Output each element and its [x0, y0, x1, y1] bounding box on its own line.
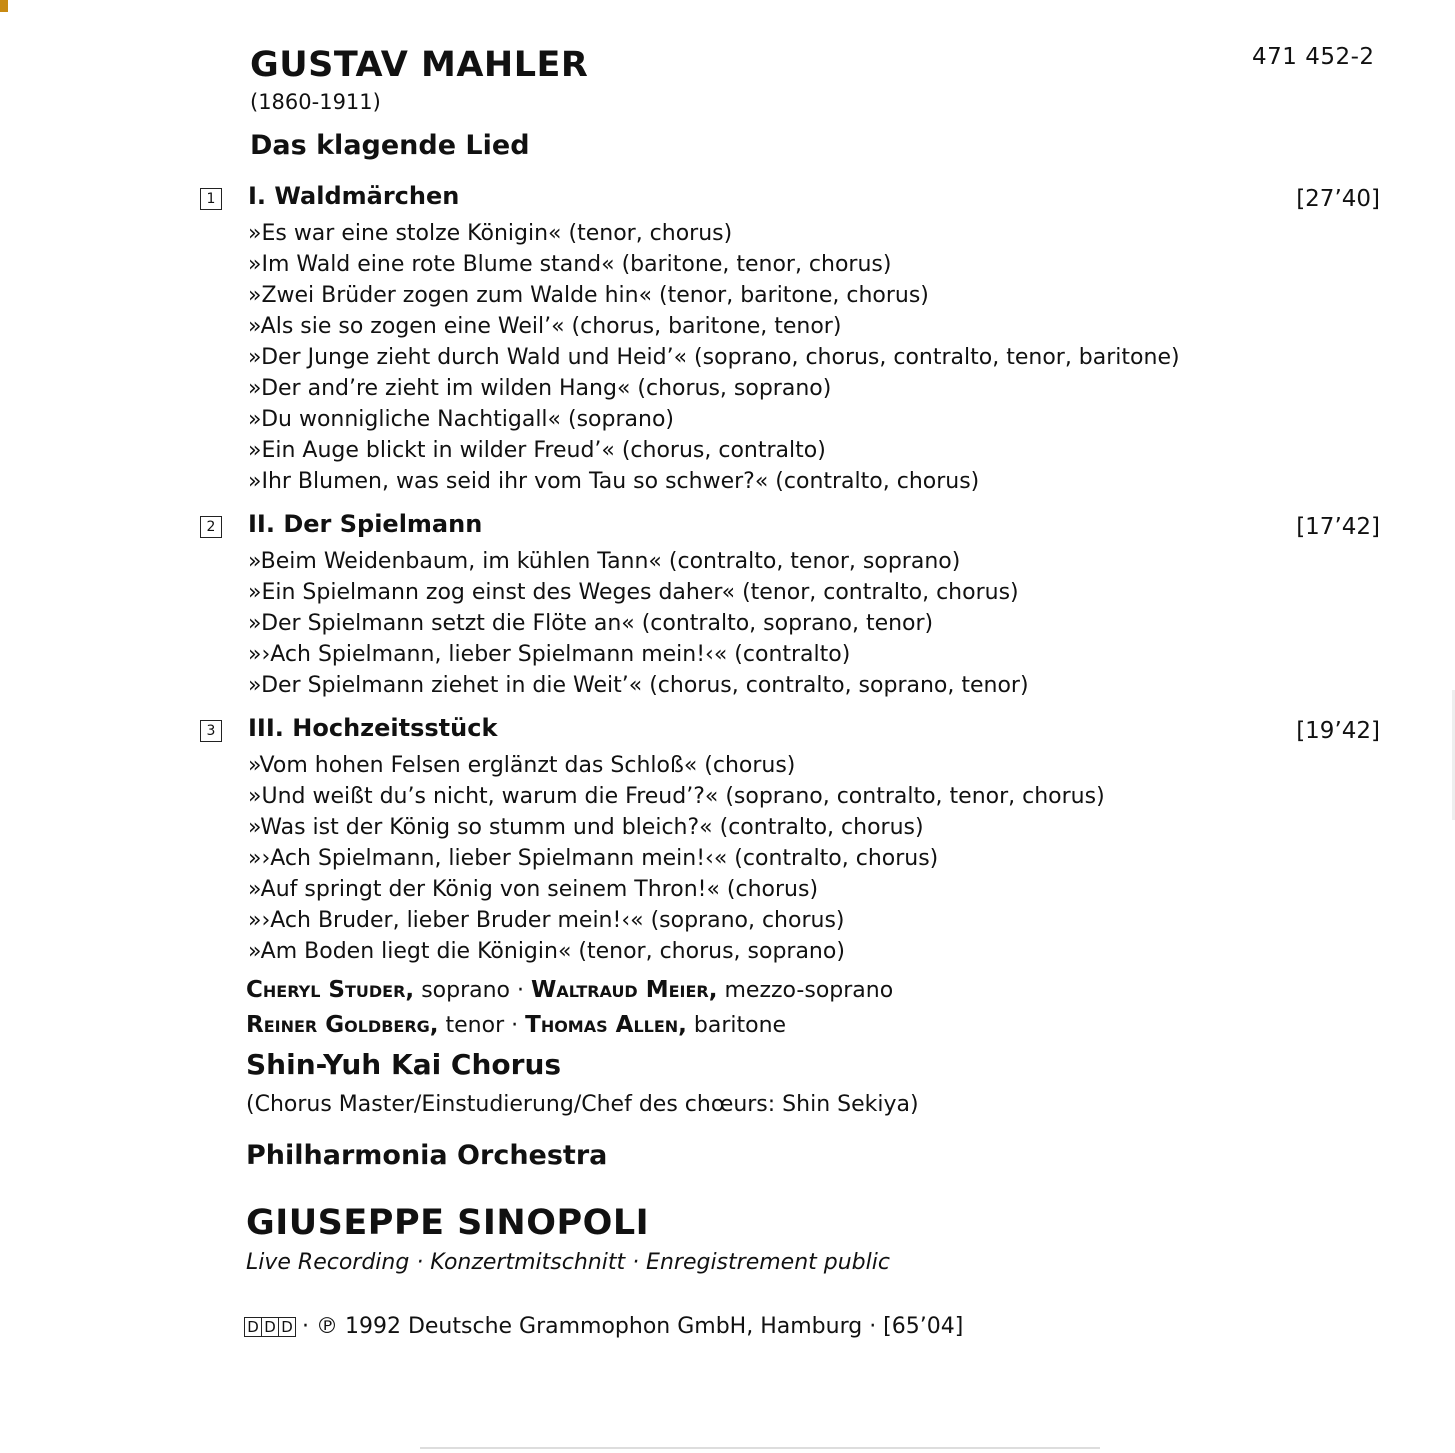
chorus-master: (Chorus Master/Einstudierung/Chef des chœurs: Shin Sekiya)	[246, 1092, 919, 1117]
track-lyrics-list	[248, 750, 1105, 967]
soloist-role: tenor	[445, 1013, 505, 1038]
soloist-name: Waltraud Meier,	[531, 977, 718, 1003]
lyric-line: »Ihr Blumen, was seid ihr vom Tau so schwer?« (contralto, chorus)	[248, 469, 980, 494]
lyric-line: »Beim Weidenbaum, im kühlen Tann« (contralto, tenor, soprano)	[248, 549, 961, 574]
track-number-box: 1	[200, 188, 222, 210]
lyric-line: »Vom hohen Felsen erglänzt das Schloß« (chorus)	[248, 753, 796, 778]
conductor-name: GIUSEPPE SINOPOLI	[246, 1203, 650, 1243]
lyric-line: »Als sie so zogen eine Weil’« (chorus, baritone, tenor)	[248, 314, 842, 339]
footer-copyright	[244, 1314, 963, 1339]
soloist-role: mezzo-soprano	[724, 978, 894, 1003]
lyric-line: »Ein Spielmann zog einst des Weges daher« (tenor, contralto, chorus)	[248, 580, 1019, 605]
lyric-line: »Zwei Brüder zogen zum Walde hin« (tenor, baritone, chorus)	[248, 283, 929, 308]
lyric-line: »Der Spielmann setzt die Flöte an« (contralto, soprano, tenor)	[248, 611, 934, 636]
track-title: III. Hochzeitsstück	[248, 714, 498, 742]
track-title: I. Waldmärchen	[248, 182, 460, 210]
soloists-row-2	[246, 1010, 786, 1041]
track-number-box: 2	[200, 516, 222, 538]
track-duration: [19’42]	[1296, 718, 1380, 744]
lyric-line: »Es war eine stolze Königin« (tenor, chorus)	[248, 221, 733, 246]
ddd-letter: D	[262, 1318, 279, 1336]
copyright-text: · ℗ 1992 Deutsche Grammophon GmbH, Hamburg · [65’04]	[302, 1314, 964, 1339]
lyric-line: »›Ach Spielmann, lieber Spielmann mein!‹« (contralto)	[248, 642, 851, 667]
ddd-logo	[244, 1317, 296, 1337]
track-duration: [17’42]	[1296, 514, 1380, 540]
lyric-line: »Im Wald eine rote Blume stand« (baritone, tenor, chorus)	[248, 252, 892, 277]
corner-mark	[0, 0, 8, 12]
lyric-line: »Der and’re zieht im wilden Hang« (chorus, soprano)	[248, 376, 832, 401]
track-number-box: 3	[200, 720, 222, 742]
work-title: Das klagende Lied	[250, 130, 530, 161]
track-lyrics-list	[248, 218, 1180, 497]
soloist-role: baritone	[693, 1013, 787, 1038]
soloist-name: Reiner Goldberg,	[246, 1012, 439, 1038]
catalog-number: 471 452-2	[1252, 44, 1375, 70]
lyric-line: »Der Spielmann ziehet in die Weit’« (chorus, contralto, soprano, tenor)	[248, 673, 1029, 698]
lyric-line: »›Ach Bruder, lieber Bruder mein!‹« (soprano, chorus)	[248, 908, 845, 933]
orchestra-name: Philharmonia Orchestra	[246, 1140, 608, 1171]
ddd-letter: D	[281, 1317, 293, 1336]
lyric-line: »Ein Auge blickt in wilder Freud’« (chorus, contralto)	[248, 438, 826, 463]
lyric-line: »Der Junge zieht durch Wald und Heid’« (soprano, chorus, contralto, tenor, baritone)	[248, 345, 1180, 370]
lyric-line: »Und weißt du’s nicht, warum die Freud’?« (soprano, contralto, tenor, chorus)	[248, 784, 1105, 809]
separator-dot: ·	[517, 978, 525, 1003]
soloists-row-1	[246, 975, 893, 1006]
separator-dot: ·	[511, 1013, 519, 1038]
composer-dates: (1860-1911)	[250, 90, 381, 114]
lyric-line: »Am Boden liegt die Königin« (tenor, chorus, soprano)	[248, 939, 845, 964]
ddd-letter: D	[245, 1318, 262, 1336]
lyric-line: »Auf springt der König von seinem Thron!« (chorus)	[248, 877, 819, 902]
lyric-line: »Du wonnigliche Nachtigall« (soprano)	[248, 407, 674, 432]
track-lyrics-list	[248, 546, 1029, 701]
bottom-edge-shadow	[420, 1447, 1100, 1449]
soloist-name: Cheryl Studer,	[246, 977, 415, 1003]
lyric-line: »›Ach Spielmann, lieber Spielmann mein!‹« (contralto, chorus)	[248, 846, 939, 871]
recording-note: Live Recording · Konzertmitschnitt · Enregistrement public	[246, 1250, 890, 1275]
track-title: II. Der Spielmann	[248, 510, 483, 538]
soloist-role: soprano	[421, 978, 511, 1003]
composer-name: GUSTAV MAHLER	[250, 45, 589, 85]
chorus-name: Shin-Yuh Kai Chorus	[246, 1048, 562, 1081]
soloist-name: Thomas Allen,	[525, 1012, 687, 1038]
lyric-line: »Was ist der König so stumm und bleich?« (contralto, chorus)	[248, 815, 924, 840]
track-duration: [27’40]	[1296, 186, 1380, 212]
